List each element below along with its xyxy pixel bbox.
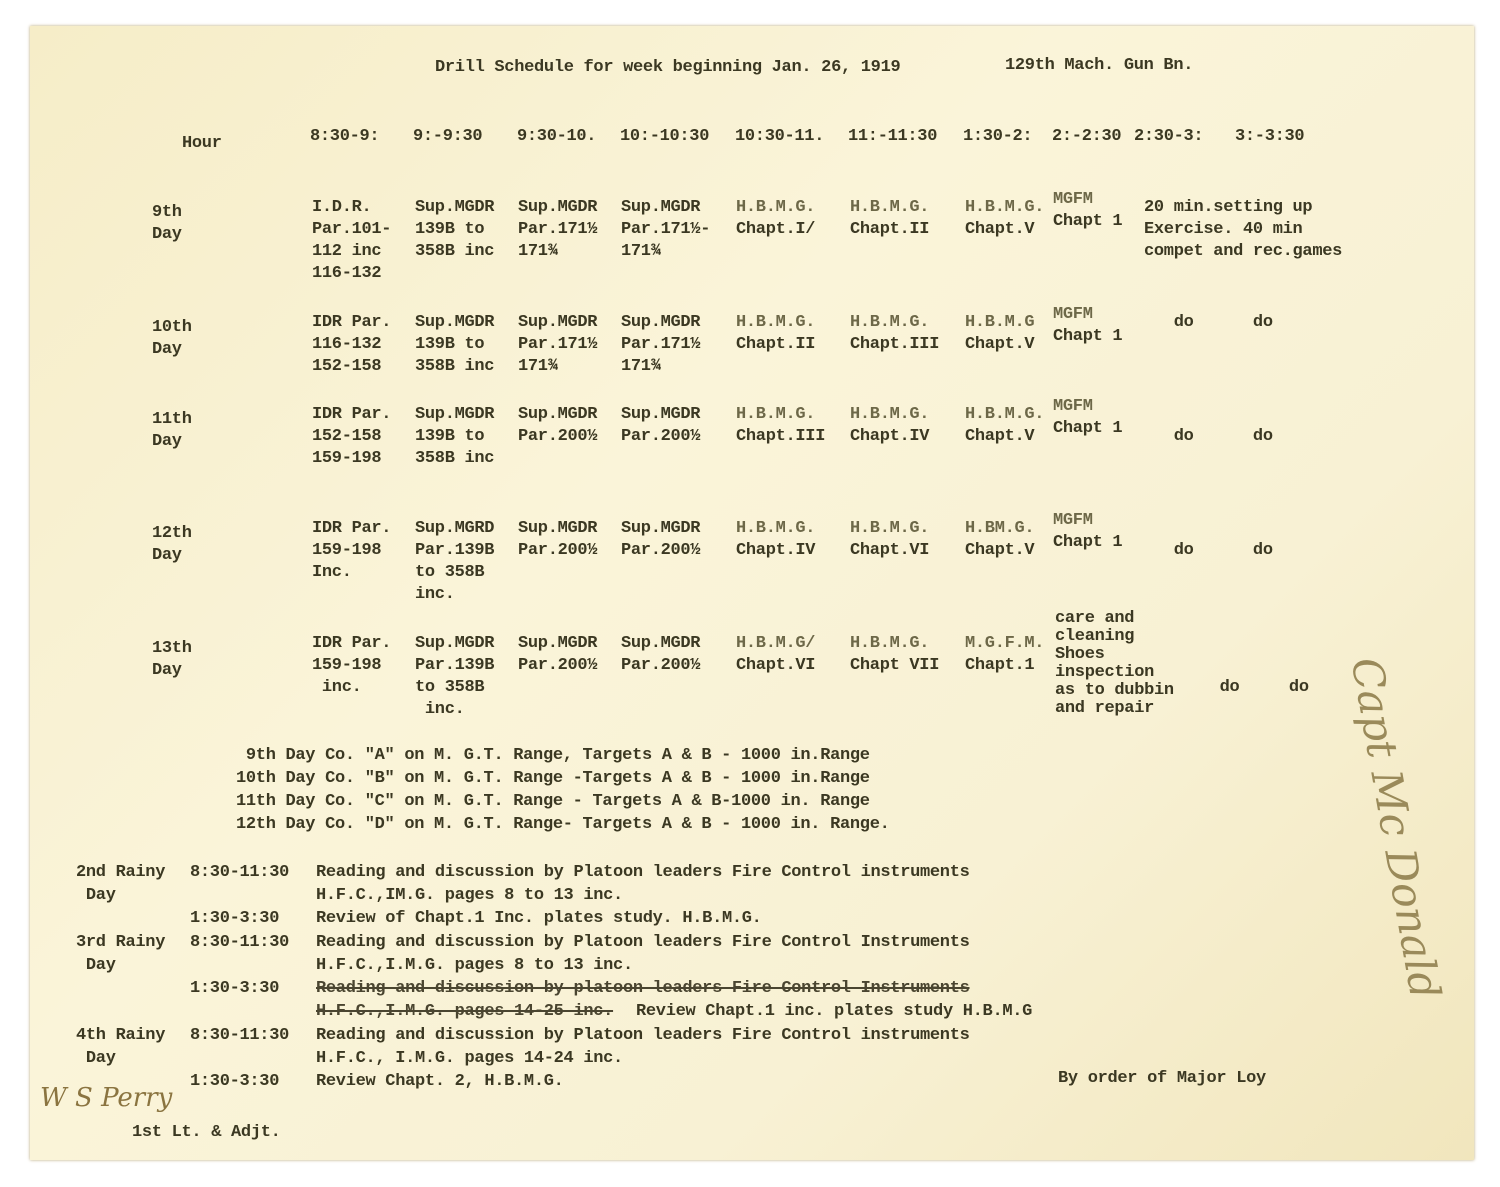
schedule-cell: Par.200½ bbox=[621, 656, 701, 675]
rainy-day-label: Day bbox=[76, 1049, 116, 1068]
schedule-cell: Sup.MGDR bbox=[621, 519, 701, 538]
schedule-cell: inc. bbox=[415, 585, 455, 604]
hour-column-header: 2:30-3: bbox=[1134, 127, 1204, 146]
rainy-time-slot: 8:30-11:30 bbox=[190, 1026, 290, 1045]
schedule-cell: 171¾ bbox=[518, 357, 558, 376]
schedule-cell: 20 min.setting up bbox=[1144, 198, 1313, 217]
schedule-cell: Chapt.III bbox=[736, 427, 826, 446]
schedule-cell: Chapt.III bbox=[850, 335, 940, 354]
schedule-cell: cleaning bbox=[1055, 627, 1135, 646]
rainy-activity: Review of Chapt.1 Inc. plates study. H.B.M.G. bbox=[316, 909, 762, 928]
schedule-cell: Chapt 1 bbox=[1053, 533, 1123, 552]
rainy-day-label: 4th Rainy bbox=[76, 1026, 166, 1045]
schedule-cell: Chapt.V bbox=[965, 541, 1035, 560]
rainy-activity: Reading and discussion by Platoon leaders Fire Control Instruments bbox=[316, 933, 970, 952]
unit-name: 129th Mach. Gun Bn. bbox=[1005, 56, 1194, 75]
schedule-cell: Chapt.V bbox=[965, 427, 1035, 446]
schedule-cell: Par.101- bbox=[312, 220, 392, 239]
day-label: Day bbox=[152, 661, 182, 680]
rainy-activity: Review Chapt.1 inc. plates study H.B.M.G bbox=[636, 1002, 1033, 1021]
schedule-cell: Sup.MGDR bbox=[621, 198, 701, 217]
rainy-time-slot: 8:30-11:30 bbox=[190, 933, 290, 952]
margin-signature: Capt Mc Donald bbox=[1341, 653, 1450, 1003]
schedule-cell: Chapt.VI bbox=[736, 656, 816, 675]
day-label: Day bbox=[152, 432, 182, 451]
schedule-cell: Sup.MGRD bbox=[415, 519, 495, 538]
schedule-cell: inc. bbox=[312, 678, 362, 697]
schedule-cell: 139B to bbox=[415, 427, 485, 446]
day-label: Day bbox=[152, 225, 182, 244]
schedule-cell: IDR Par. bbox=[312, 405, 392, 424]
hour-column-header: 10:30-11. bbox=[735, 127, 825, 146]
hour-column-header: 10:-10:30 bbox=[620, 127, 710, 146]
schedule-cell: Par.139B bbox=[415, 541, 495, 560]
rainy-time-slot: 1:30-3:30 bbox=[190, 909, 280, 928]
schedule-cell: Chapt.IV bbox=[736, 541, 816, 560]
schedule-cell: Par.200½ bbox=[518, 656, 598, 675]
hour-label: Hour bbox=[182, 134, 222, 153]
rainy-activity: Review Chapt. 2, H.B.M.G. bbox=[316, 1072, 564, 1091]
schedule-cell: Sup.MGDR bbox=[518, 405, 598, 424]
rainy-activity: H.F.C.,I.M.G. pages 8 to 13 inc. bbox=[316, 956, 633, 975]
order-line: By order of Major Loy bbox=[1058, 1069, 1266, 1088]
schedule-cell: MGFM bbox=[1053, 305, 1093, 324]
schedule-cell: Chapt VII bbox=[850, 656, 940, 675]
schedule-cell: 116-132 bbox=[312, 264, 382, 283]
schedule-cell: and repair bbox=[1055, 699, 1155, 718]
schedule-cell: care and bbox=[1055, 609, 1135, 628]
rainy-activity: H.F.C.,IM.G. pages 8 to 13 inc. bbox=[316, 886, 623, 905]
schedule-cell: IDR Par. bbox=[312, 313, 392, 332]
schedule-cell: 159-198 bbox=[312, 656, 382, 675]
schedule-cell: Chapt.IV bbox=[850, 427, 930, 446]
schedule-cell: IDR Par. bbox=[312, 634, 392, 653]
schedule-cell: Shoes bbox=[1055, 645, 1105, 664]
schedule-cell: H.B.M.G. bbox=[850, 519, 930, 538]
schedule-cell: Par.200½ bbox=[621, 541, 701, 560]
schedule-cell: do do bbox=[1180, 678, 1309, 697]
hour-column-header: 3:-3:30 bbox=[1235, 127, 1305, 146]
schedule-cell: do do bbox=[1144, 313, 1273, 332]
schedule-cell: Chapt.II bbox=[736, 335, 816, 354]
hour-column-header: 9:-9:30 bbox=[413, 127, 483, 146]
schedule-cell: do do bbox=[1144, 427, 1273, 446]
schedule-cell: H.B.M.G. bbox=[965, 405, 1045, 424]
day-label: 9th bbox=[152, 203, 182, 222]
schedule-cell: 358B inc bbox=[415, 357, 495, 376]
rainy-day-label: 3rd Rainy bbox=[76, 933, 166, 952]
rainy-day-label: Day bbox=[76, 956, 116, 975]
adjutant-title: 1st Lt. & Adjt. bbox=[132, 1123, 281, 1142]
rainy-activity: Reading and discussion by Platoon leaders Fire Control instruments bbox=[316, 863, 970, 882]
schedule-cell: 152-158 bbox=[312, 427, 382, 446]
schedule-cell: MGFM bbox=[1053, 397, 1093, 416]
schedule-cell: Par.171½ bbox=[518, 220, 598, 239]
schedule-cell: Par.171½- bbox=[621, 220, 711, 239]
range-note: 11th Day Co. "C" on M. G.T. Range - Targets A & B-1000 in. Range bbox=[236, 792, 870, 811]
schedule-cell: H.B.M.G. bbox=[850, 313, 930, 332]
schedule-cell: H.B.M.G. bbox=[736, 198, 816, 217]
schedule-cell: 159-198 bbox=[312, 541, 382, 560]
hour-column-header: 1:30-2: bbox=[963, 127, 1033, 146]
schedule-cell: 139B to bbox=[415, 220, 485, 239]
schedule-cell: inspection bbox=[1055, 663, 1155, 682]
schedule-cell: Sup.MGDR bbox=[621, 405, 701, 424]
rainy-activity: Reading and discussion by Platoon leaders Fire Control instruments bbox=[316, 1026, 970, 1045]
schedule-cell: 171¾ bbox=[621, 357, 661, 376]
schedule-cell: I.D.R. bbox=[312, 198, 372, 217]
schedule-cell: 159-198 bbox=[312, 449, 382, 468]
schedule-cell: Par.171½ bbox=[621, 335, 701, 354]
schedule-cell: Exercise. 40 min bbox=[1144, 220, 1303, 239]
document-title: Drill Schedule for week beginning Jan. 26, 1919 bbox=[435, 58, 901, 77]
schedule-cell: 112 inc bbox=[312, 242, 382, 261]
schedule-cell: H.B.M.G. bbox=[736, 405, 816, 424]
schedule-cell: H.B.M.G. bbox=[850, 634, 930, 653]
schedule-cell: H.B.M.G. bbox=[736, 313, 816, 332]
schedule-cell: Chapt.VI bbox=[850, 541, 930, 560]
schedule-cell: 152-158 bbox=[312, 357, 382, 376]
rainy-day-label: Day bbox=[76, 886, 116, 905]
schedule-cell: Chapt 1 bbox=[1053, 419, 1123, 438]
day-label: 11th bbox=[152, 410, 192, 429]
struck-text: H.F.C.,I.M.G. pages 14-25 inc. bbox=[316, 1002, 614, 1021]
schedule-cell: Sup.MGDR bbox=[518, 313, 598, 332]
schedule-cell: M.G.F.M. bbox=[965, 634, 1045, 653]
hour-column-header: 9:30-10. bbox=[517, 127, 597, 146]
schedule-cell: inc. bbox=[415, 700, 465, 719]
schedule-cell: H.B.M.G. bbox=[850, 198, 930, 217]
schedule-cell: Par.200½ bbox=[621, 427, 701, 446]
schedule-cell: 116-132 bbox=[312, 335, 382, 354]
schedule-cell: Chapt 1 bbox=[1053, 212, 1123, 231]
schedule-cell: H.BM.G. bbox=[965, 519, 1035, 538]
schedule-cell: to 358B bbox=[415, 678, 485, 697]
schedule-cell: Par.171½ bbox=[518, 335, 598, 354]
schedule-cell: 139B to bbox=[415, 335, 485, 354]
schedule-cell: Sup.MGDR bbox=[415, 198, 495, 217]
schedule-cell: Chapt.V bbox=[965, 335, 1035, 354]
schedule-cell: H.B.M.G bbox=[965, 313, 1035, 332]
schedule-cell: Sup.MGDR bbox=[518, 519, 598, 538]
schedule-cell: Inc. bbox=[312, 563, 352, 582]
rainy-time-slot: 1:30-3:30 bbox=[190, 1072, 280, 1091]
schedule-cell: to 358B bbox=[415, 563, 485, 582]
schedule-cell: Sup.MGDR bbox=[621, 634, 701, 653]
day-label: Day bbox=[152, 546, 182, 565]
schedule-cell: MGFM bbox=[1053, 511, 1093, 530]
schedule-cell: 171¾ bbox=[621, 242, 661, 261]
day-label: Day bbox=[152, 340, 182, 359]
schedule-cell: IDR Par. bbox=[312, 519, 392, 538]
schedule-cell: compet and rec.games bbox=[1144, 242, 1343, 261]
schedule-cell: Chapt.V bbox=[965, 220, 1035, 239]
schedule-cell: Chapt.II bbox=[850, 220, 930, 239]
schedule-cell: H.B.M.G/ bbox=[736, 634, 816, 653]
schedule-cell: Sup.MGDR bbox=[621, 313, 701, 332]
schedule-cell: 171¾ bbox=[518, 242, 558, 261]
range-note: 10th Day Co. "B" on M. G.T. Range -Targets A & B - 1000 in.Range bbox=[236, 769, 870, 788]
schedule-cell: H.B.M.G. bbox=[850, 405, 930, 424]
schedule-cell: Chapt 1 bbox=[1053, 327, 1123, 346]
schedule-cell: 358B inc bbox=[415, 242, 495, 261]
rainy-day-label: 2nd Rainy bbox=[76, 863, 166, 882]
rainy-time-slot: 1:30-3:30 bbox=[190, 979, 280, 998]
schedule-cell: MGFM bbox=[1053, 190, 1093, 209]
schedule-cell: Chapt.1 bbox=[965, 656, 1035, 675]
day-label: 12th bbox=[152, 524, 192, 543]
schedule-cell: 358B inc bbox=[415, 449, 495, 468]
schedule-cell: Sup.MGDR bbox=[415, 405, 495, 424]
schedule-cell: do do bbox=[1144, 541, 1273, 560]
range-note: 9th Day Co. "A" on M. G.T. Range, Targets A & B - 1000 in.Range bbox=[236, 746, 870, 765]
schedule-cell: Sup.MGDR bbox=[518, 634, 598, 653]
schedule-cell: Sup.MGDR bbox=[518, 198, 598, 217]
hour-column-header: 11:-11:30 bbox=[848, 127, 938, 146]
day-label: 10th bbox=[152, 318, 192, 337]
schedule-cell: as to dubbin bbox=[1055, 681, 1174, 700]
schedule-cell: Chapt.I/ bbox=[736, 220, 816, 239]
range-note: 12th Day Co. "D" on M. G.T. Range- Targets A & B - 1000 in. Range. bbox=[236, 815, 890, 834]
schedule-cell: Sup.MGDR bbox=[415, 634, 495, 653]
struck-text: Reading and discussion by platoon leaders Fire Control Instruments bbox=[316, 979, 970, 998]
hour-column-header: 2:-2:30 bbox=[1052, 127, 1122, 146]
schedule-cell: Par.200½ bbox=[518, 541, 598, 560]
schedule-cell: Par.139B bbox=[415, 656, 495, 675]
schedule-cell: H.B.M.G. bbox=[965, 198, 1045, 217]
schedule-cell: Par.200½ bbox=[518, 427, 598, 446]
adjutant-signature: W S Perry bbox=[40, 1083, 173, 1113]
day-label: 13th bbox=[152, 639, 192, 658]
rainy-activity: H.F.C., I.M.G. pages 14-24 inc. bbox=[316, 1049, 623, 1068]
rainy-time-slot: 8:30-11:30 bbox=[190, 863, 290, 882]
schedule-cell: H.B.M.G. bbox=[736, 519, 816, 538]
schedule-cell: Sup.MGDR bbox=[415, 313, 495, 332]
hour-column-header: 8:30-9: bbox=[310, 127, 380, 146]
